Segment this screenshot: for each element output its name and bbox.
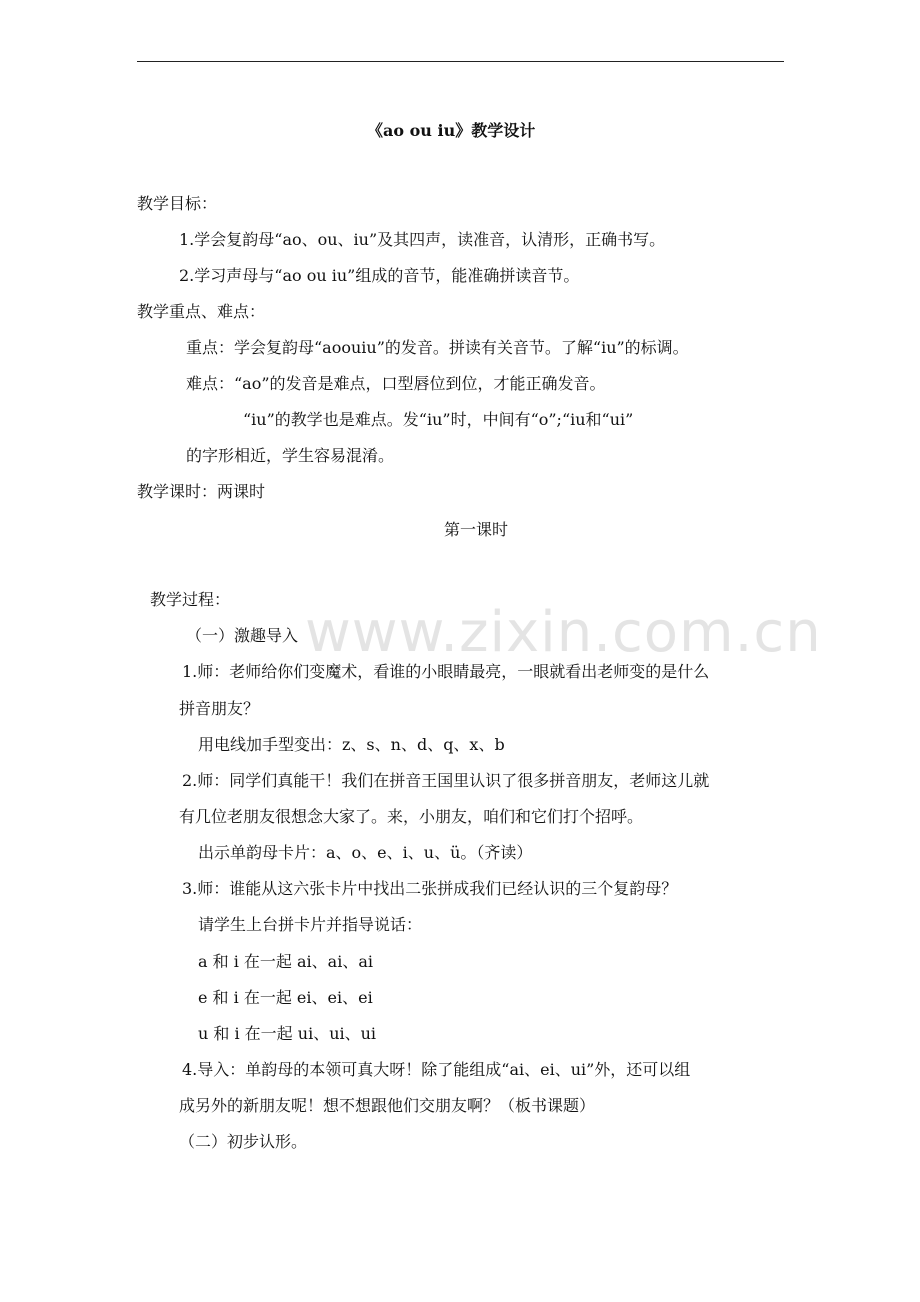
paragraph-line: a 和 i 在一起 ai、ai、ai <box>198 952 373 971</box>
section-heading: 教学目标： <box>137 194 218 213</box>
paragraph-line: 1.师：老师给你们变魔术，看谁的小眼睛最亮，一眼就看出老师变的是什么 <box>182 662 710 681</box>
lesson-heading: 第一课时 <box>444 520 509 539</box>
watermark: www.zixin.com.cn <box>305 600 822 665</box>
paragraph-line: 4.导入：单韵母的本领可真大呀！除了能组成“ai、ei、ui”外，还可以组 <box>182 1060 691 1079</box>
paragraph-line: u 和 i 在一起 ui、ui、ui <box>198 1024 377 1043</box>
paragraph-line: 出示单韵母卡片：a、o、e、i、u、ü。（齐读） <box>198 843 533 862</box>
paragraph-line: 请学生上台拼卡片并指导说话： <box>198 915 423 934</box>
paragraph-line: 1.学会复韵母“ao、ou、iu”及其四声，读准音，认清形，正确书写。 <box>179 230 666 249</box>
paragraph-line: 3.师：谁能从这六张卡片中找出二张拼成我们已经认识的三个复韵母？ <box>182 879 678 898</box>
paragraph-line: 用电线加手型变出：z、s、n、d、q、x、b <box>198 735 505 754</box>
paragraph-line: 有几位老朋友很想念大家了。来，小朋友，咱们和它们打个招呼。 <box>179 807 644 826</box>
paragraph-line: 难点：“ao”的发音是难点，口型唇位到位，才能正确发音。 <box>186 374 606 393</box>
paragraph-line: 2.师：同学们真能干！我们在拼音王国里认识了很多拼音朋友，老师这儿就 <box>182 771 710 790</box>
section-heading: 教学过程： <box>150 590 231 609</box>
subsection-heading: （一）激趣导入 <box>186 626 299 645</box>
header-rule <box>137 61 784 62</box>
paragraph-line: e 和 i 在一起 ei、ei、ei <box>198 988 373 1007</box>
paragraph-line: 的字形相近，学生容易混淆。 <box>186 446 395 465</box>
paragraph-line: “iu”的教学也是难点。发“iu”时，中间有“o”;“iu和“ui” <box>243 410 634 429</box>
paragraph-line: 拼音朋友？ <box>179 699 260 718</box>
subsection-heading: （二）初步认形。 <box>179 1132 308 1151</box>
document-title: 《ao ou iu》教学设计 <box>367 121 536 140</box>
section-heading: 教学课时：两课时 <box>137 482 266 501</box>
paragraph-line: 2.学习声母与“ao ou iu”组成的音节，能准确拼读音节。 <box>179 266 580 285</box>
paragraph-line: 成另外的新朋友呢！想不想跟他们交朋友啊？（板书课题） <box>179 1096 596 1115</box>
section-heading: 教学重点、难点： <box>137 302 266 321</box>
paragraph-line: 重点：学会复韵母“aoouiu”的发音。拼读有关音节。了解“iu”的标调。 <box>186 338 689 357</box>
